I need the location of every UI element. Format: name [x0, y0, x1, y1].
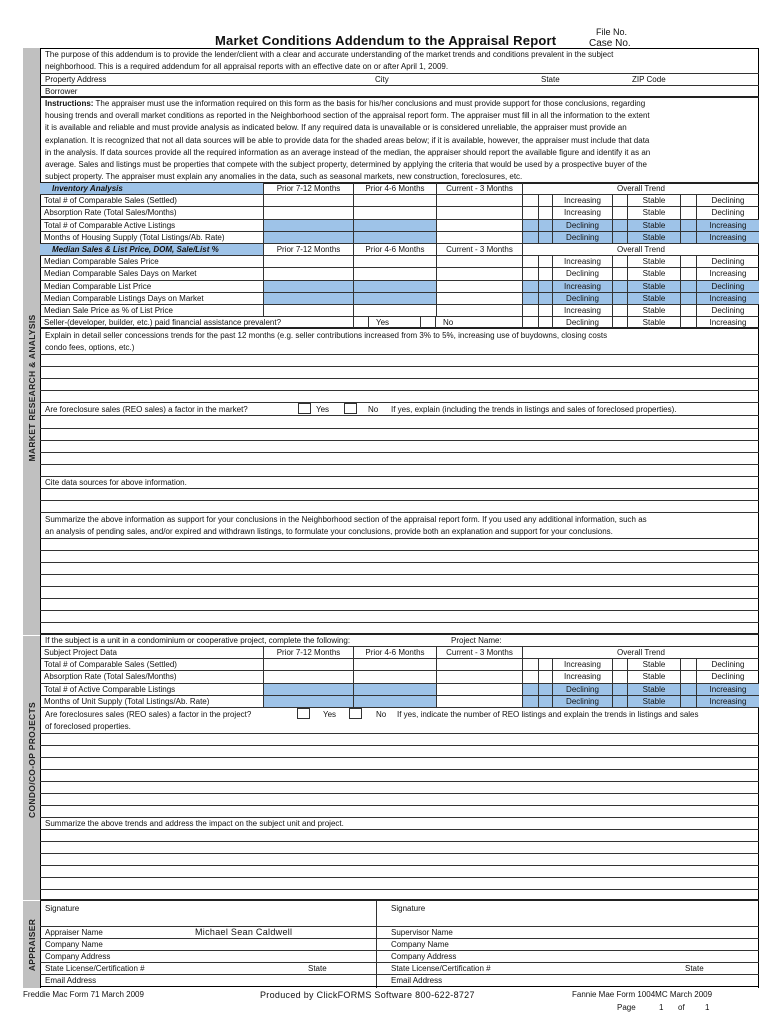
value-current-3[interactable] — [436, 696, 522, 707]
page-total: 1 — [705, 1003, 710, 1012]
value-prior-7-12[interactable] — [263, 268, 353, 279]
trend-option-label: Increasing — [564, 281, 601, 291]
sidebar-label-appraiser: APPRAISER — [26, 918, 37, 972]
value-prior-4-6[interactable] — [353, 232, 436, 243]
instructions-line: it is available and reliable and must provide analysis as indicated below. If any required data is unavailable or is considered unreliable, the appraiser must provide an — [45, 123, 627, 133]
col-header-overall-trend — [522, 647, 759, 659]
col-header-overall-trend — [522, 183, 759, 195]
condo-foreclosure-input-line[interactable] — [40, 805, 759, 806]
trend-checkbox-t2[interactable] — [612, 220, 628, 231]
trend-checkbox-t2[interactable] — [612, 268, 628, 279]
trend-option-label: Increasing — [709, 684, 747, 694]
col-header-label: Current - 3 Months — [446, 245, 513, 254]
foreclosure-no-label: No — [368, 405, 379, 414]
summarize-input-line[interactable] — [40, 586, 759, 587]
trend-option-label: Stable — [642, 318, 666, 328]
divider — [40, 829, 759, 830]
state-label[interactable]: State — [541, 75, 560, 84]
trend-option-label: Declining — [711, 257, 745, 267]
trend-option-label: Declining — [566, 684, 599, 694]
condo-foreclosure-line-2: of foreclosed properties. — [45, 722, 131, 731]
row-label: Total # of Active Comparable Listings — [44, 684, 176, 694]
intro-line-1: The purpose of this addendum is to provide the lender/client with a clear and accurate understanding of the market trends and conditions prevalent in the subject — [45, 50, 614, 59]
sidebar-appraiser — [23, 901, 40, 988]
row-label: Absorption Rate (Total Sales/Months) — [44, 208, 177, 218]
condo-foreclosure-input-line[interactable] — [40, 817, 759, 818]
value-current-3[interactable] — [436, 293, 522, 304]
trend-checkbox-t3[interactable] — [680, 305, 697, 316]
trend-option-label: Declining — [711, 281, 745, 291]
instructions-line: explanation. It is recognized that not all data sources will be able to provide data for the shaded areas below; if it is available, however, the appraiser must include that data — [45, 135, 650, 145]
foreclosure-input-line[interactable] — [40, 428, 759, 429]
trend-option-label: Declining — [711, 306, 745, 315]
value-current-3[interactable] — [436, 232, 522, 243]
sidebar-label-market: MARKET RESEARCH & ANALYSIS — [26, 314, 37, 462]
trend-checkbox-t2[interactable] — [612, 281, 628, 292]
supervisor-license-label[interactable]: State License/Certification # — [391, 964, 491, 973]
divider — [40, 733, 759, 734]
col-header-label: Prior 4-6 Months — [365, 184, 425, 193]
foreclosure-explain: If yes, explain (including the trends in listings and sales of foreclosed properties). — [391, 405, 677, 414]
concessions-line-2: condo fees, options, etc.) — [45, 343, 135, 352]
page-title: Market Conditions Addendum to the Appraisal Report — [215, 33, 557, 48]
value-current-3[interactable] — [436, 684, 522, 695]
trend-option-label: Declining — [566, 232, 599, 242]
row-label: Absorption Rate (Total Sales/Months) — [44, 672, 177, 682]
col-header-label: Current - 3 Months — [446, 648, 513, 657]
value-prior-4-6[interactable] — [353, 696, 436, 707]
divider — [40, 962, 759, 963]
value-prior-4-6[interactable] — [353, 268, 436, 279]
trend-option-label: Declining — [566, 318, 599, 328]
value-prior-7-12[interactable] — [263, 220, 353, 231]
trend-option-label: Increasing — [709, 696, 747, 706]
instructions-block — [45, 98, 755, 183]
condo-foreclosure-input-line[interactable] — [40, 745, 759, 746]
row-label: Median Comparable Listings Days on Market — [44, 293, 204, 303]
table-header-cell — [40, 244, 263, 256]
value-prior-7-12[interactable] — [263, 696, 353, 707]
row-label: Median Sale Price as % of List Price — [44, 306, 173, 315]
concessions-line-1: Explain in detail seller concessions trends for the past 12 months (e.g. seller contributions increased from 3% to 5%, increasing use of buydowns, closing costs — [45, 331, 608, 340]
value-current-3[interactable] — [436, 659, 522, 670]
seller-no-label: No — [443, 318, 454, 328]
trend-option-label: Stable — [642, 696, 666, 706]
condo-foreclosure-yes-label: Yes — [323, 710, 337, 719]
value-prior-4-6[interactable] — [353, 305, 436, 316]
trend-checkbox-t1[interactable] — [538, 659, 553, 670]
foreclosure-yes-label: Yes — [316, 405, 330, 414]
concessions-input-line[interactable] — [40, 366, 759, 367]
footer-produced-by: Produced by ClickFORMS Software 800-622-8727 — [260, 990, 475, 1000]
value-prior-7-12[interactable] — [263, 305, 353, 316]
trend-checkbox-t1[interactable] — [538, 696, 553, 707]
row-label: Total # of Comparable Active Listings — [44, 220, 176, 230]
value-prior-4-6[interactable] — [353, 684, 436, 695]
condo-foreclosure-no-checkbox[interactable] — [349, 708, 362, 719]
trend-checkbox-t1[interactable] — [538, 256, 553, 267]
condo-summarize-input-line[interactable] — [40, 889, 759, 890]
trend-checkbox-t2[interactable] — [612, 659, 628, 670]
trend-checkbox-t2[interactable] — [612, 232, 628, 243]
value-prior-7-12[interactable] — [263, 207, 353, 218]
trend-checkbox-t2[interactable] — [612, 195, 628, 206]
appraiser-name-label: Appraiser Name — [45, 928, 103, 937]
appraiser-email-label[interactable]: Email Address — [45, 976, 97, 985]
value-prior-4-6[interactable] — [353, 659, 436, 670]
divider — [40, 974, 759, 975]
trend-checkbox-t2[interactable] — [612, 317, 628, 328]
trend-checkbox-t2[interactable] — [612, 305, 628, 316]
cite-input-line[interactable] — [40, 500, 759, 501]
col-header-label: Prior 4-6 Months — [365, 245, 425, 254]
trend-checkbox-t3[interactable] — [680, 671, 697, 682]
divider — [40, 415, 759, 416]
condo-foreclosure-input-line[interactable] — [40, 793, 759, 794]
trend-checkbox-t1[interactable] — [538, 220, 553, 231]
row-label: Median Comparable Sales Days on Market — [44, 269, 197, 279]
col-header-current-3 — [436, 244, 522, 256]
trend-checkbox-t1[interactable] — [538, 293, 553, 304]
instructions-line: average. Sales and listings must be properties that compete with the subject property, determined by applying the criteria that would be used by a prospective buyer of the — [45, 160, 647, 170]
trend-option-label: Stable — [642, 660, 666, 670]
trend-option-label: Stable — [642, 257, 666, 267]
supervisor-email-label[interactable]: Email Address — [391, 976, 443, 985]
trend-checkbox-t2[interactable] — [612, 207, 628, 218]
trend-checkbox-t2[interactable] — [612, 256, 628, 267]
page-label: Page — [617, 1003, 636, 1012]
summarize-input-line[interactable] — [40, 562, 759, 563]
trend-checkbox-t1[interactable] — [538, 195, 553, 206]
file-no-label: File No. — [596, 27, 628, 37]
foreclosure-input-line[interactable] — [40, 452, 759, 453]
summarize-line-2: an analysis of pending sales, and/or expired and withdrawn listings, to formulate your conclusions, provide both an explanation and support for your conclusions. — [45, 527, 613, 536]
divider — [40, 538, 759, 539]
trend-checkbox-t1[interactable] — [538, 317, 553, 328]
sidebar-market — [23, 48, 40, 635]
condo-foreclosure-input-line[interactable] — [40, 757, 759, 758]
value-prior-4-6[interactable] — [353, 220, 436, 231]
summarize-input-line[interactable] — [40, 610, 759, 611]
case-no-label: Case No. — [589, 38, 631, 49]
concessions-input-line[interactable] — [40, 390, 759, 391]
trend-option-label: Stable — [642, 281, 666, 291]
trend-option-label: Increasing — [564, 660, 601, 670]
trend-checkbox-t3[interactable] — [680, 659, 697, 670]
value-current-3[interactable] — [436, 207, 522, 218]
condo-foreclosure-no-label: No — [376, 710, 387, 719]
trend-option-label: Declining — [711, 208, 745, 218]
footer-freddie-mac: Freddie Mac Form 71 March 2009 — [23, 990, 144, 999]
value-prior-4-6[interactable] — [353, 207, 436, 218]
trend-checkbox-t1[interactable] — [538, 671, 553, 682]
trend-option-label: Increasing — [564, 196, 601, 206]
value-current-3[interactable] — [436, 195, 522, 206]
cite-input-line[interactable] — [40, 512, 759, 513]
col-header-prior-4-6 — [353, 183, 436, 195]
foreclosure-no-checkbox[interactable] — [344, 403, 357, 414]
trend-checkbox-t3[interactable] — [680, 207, 697, 218]
value-current-3[interactable] — [436, 281, 522, 292]
trend-checkbox-t3[interactable] — [680, 684, 697, 695]
foreclosure-input-line[interactable] — [40, 476, 759, 477]
value-prior-4-6[interactable] — [353, 256, 436, 267]
condo-summarize-input-line[interactable] — [40, 841, 759, 842]
trend-option-label: Declining — [566, 269, 599, 279]
trend-option-label: Declining — [711, 660, 745, 670]
trend-option-label: Stable — [642, 293, 666, 303]
seller-no-checkbox[interactable] — [420, 317, 436, 328]
value-prior-7-12[interactable] — [263, 232, 353, 243]
col-header-label: Prior 4-6 Months — [365, 648, 425, 657]
trend-option-label: Increasing — [709, 220, 747, 230]
value-prior-7-12[interactable] — [263, 659, 353, 670]
summarize-input-line[interactable] — [40, 622, 759, 623]
trend-checkbox-t3[interactable] — [680, 256, 697, 267]
trend-option-label: Increasing — [709, 269, 747, 279]
appraiser-company-label[interactable]: Company Name — [45, 940, 103, 949]
trend-option-label: Increasing — [709, 293, 747, 303]
appraiser-name-value[interactable]: Michael Sean Caldwell — [195, 927, 293, 937]
foreclosure-yes-checkbox[interactable] — [298, 403, 311, 414]
city-label[interactable]: City — [375, 75, 389, 84]
trend-option-label: Increasing — [709, 232, 747, 242]
of-label: of — [678, 1003, 685, 1012]
row-label: Median Comparable Sales Price — [44, 257, 159, 267]
trend-option-label: Declining — [566, 293, 599, 303]
col-header-label: Overall Trend — [616, 245, 666, 254]
value-prior-7-12[interactable] — [263, 281, 353, 292]
col-header-current-3 — [436, 647, 522, 659]
value-current-3[interactable] — [436, 220, 522, 231]
col-header-prior-7-12 — [263, 647, 353, 659]
value-current-3[interactable] — [436, 671, 522, 682]
table-header-cell — [40, 183, 263, 195]
value-current-3[interactable] — [436, 268, 522, 279]
sidebar-label-condo: CONDO/CO-OP PROJECTS — [26, 702, 37, 818]
condo-summarize-input-line[interactable] — [40, 865, 759, 866]
trend-option-label: Declining — [711, 196, 745, 206]
supervisor-name-label[interactable]: Supervisor Name — [391, 928, 453, 937]
trend-option-label: Stable — [642, 306, 666, 315]
value-prior-4-6[interactable] — [353, 671, 436, 682]
trend-checkbox-t3[interactable] — [680, 195, 697, 206]
intro-line-2: neighborhood. This is a required addendum for all appraisal reports with an effective date on or after April 1, 2009. — [45, 62, 449, 71]
trend-option-label: Increasing — [564, 306, 601, 315]
divider — [40, 85, 759, 86]
foreclosure-input-line[interactable] — [40, 464, 759, 465]
summarize-input-line[interactable] — [40, 550, 759, 551]
trend-checkbox-t3[interactable] — [680, 317, 697, 328]
condo-foreclosure-explain: If yes, indicate the number of REO listings and explain the trends in listings and sales — [397, 710, 699, 719]
trend-checkbox-t3[interactable] — [680, 293, 697, 304]
trend-checkbox-t1[interactable] — [538, 232, 553, 243]
trend-option-label: Stable — [642, 684, 666, 694]
divider — [40, 926, 759, 927]
summarize-line-1: Summarize the above information as support for your conclusions in the Neighborhood section of the appraisal report form. If you used any additional information, such as — [45, 515, 647, 524]
trend-checkbox-t3[interactable] — [680, 220, 697, 231]
col-header-label: Overall Trend — [616, 648, 666, 657]
supervisor-state-label[interactable]: State — [685, 964, 704, 973]
trend-checkbox-t2[interactable] — [612, 293, 628, 304]
seller-yes-label: Yes — [376, 318, 390, 328]
table-header-label: Inventory Analysis — [52, 184, 123, 193]
trend-option-label: Stable — [642, 269, 666, 279]
col-header-prior-4-6 — [353, 647, 436, 659]
appraiser-license-label[interactable]: State License/Certification # — [45, 964, 145, 973]
instructions-line: The appraiser must use the information required on this form as the basis for his/her conclusions and must provide support for those conclusions, regarding — [93, 99, 646, 108]
section-divider — [40, 633, 759, 635]
trend-checkbox-t2[interactable] — [612, 671, 628, 682]
trend-checkbox-t3[interactable] — [680, 696, 697, 707]
trend-option-label: Increasing — [709, 318, 747, 328]
col-header-label: Prior 7-12 Months — [276, 184, 341, 193]
table-header-label: Subject Project Data — [44, 648, 117, 657]
trend-checkbox-t2[interactable] — [612, 696, 628, 707]
foreclosure-question: Are foreclosure sales (REO sales) a factor in the market? — [45, 405, 248, 414]
trend-checkbox-t2[interactable] — [612, 684, 628, 695]
page-number: 1 — [659, 1003, 664, 1012]
col-header-label: Current - 3 Months — [446, 184, 513, 193]
trend-checkbox-t3[interactable] — [680, 281, 697, 292]
trend-option-label: Increasing — [564, 257, 601, 267]
divider — [40, 354, 759, 355]
trend-option-label: Increasing — [564, 208, 601, 218]
borrower-label[interactable]: Borrower — [45, 87, 78, 96]
col-header-current-3 — [436, 183, 522, 195]
condo-summarize-input-line[interactable] — [40, 877, 759, 878]
value-prior-7-12[interactable] — [263, 671, 353, 682]
seller-assistance-label: Seller-(developer, builder, etc.) paid financial assistance prevalent? — [44, 318, 282, 328]
divider — [40, 938, 759, 939]
table-header-label: Median Sales & List Price, DOM, Sale/List % — [52, 245, 219, 254]
appraiser-state-label[interactable]: State — [308, 964, 327, 973]
summarize-input-line[interactable] — [40, 574, 759, 575]
instructions-label: Instructions: — [45, 99, 94, 108]
trend-checkbox-t1[interactable] — [538, 684, 553, 695]
appraiser-signature-label[interactable]: Signature — [45, 904, 80, 913]
sidebar-condo — [23, 636, 40, 900]
seller-yes-checkbox[interactable] — [353, 317, 369, 328]
value-prior-7-12[interactable] — [263, 684, 353, 695]
table-header-cell — [40, 647, 263, 659]
condo-intro: If the subject is a unit in a condominium or cooperative project, complete the following: — [45, 636, 351, 645]
trend-option-label: Stable — [642, 196, 666, 206]
row-label: Total # of Comparable Sales (Settled) — [44, 196, 177, 206]
col-header-prior-4-6 — [353, 244, 436, 256]
summarize-input-line[interactable] — [40, 598, 759, 599]
col-header-label: Prior 7-12 Months — [276, 648, 341, 657]
col-header-label: Overall Trend — [616, 184, 666, 193]
row-label: Months of Unit Supply (Total Listings/Ab. Rate) — [44, 696, 210, 706]
trend-option-label: Stable — [642, 232, 666, 242]
trend-checkbox-t1[interactable] — [538, 207, 553, 218]
instructions-line: housing trends and overall market conditions as reported in the Neighborhood section of the appraisal report form. The appraiser must fill in all the information to the extent — [45, 111, 650, 121]
value-prior-4-6[interactable] — [353, 281, 436, 292]
trend-option-label: Increasing — [564, 672, 601, 682]
trend-checkbox-t1[interactable] — [538, 268, 553, 279]
value-prior-7-12[interactable] — [263, 293, 353, 304]
zip-label[interactable]: ZIP Code — [632, 75, 666, 84]
row-label: Median Comparable List Price — [44, 281, 152, 291]
condo-foreclosure-input-line[interactable] — [40, 769, 759, 770]
foreclosure-input-line[interactable] — [40, 440, 759, 441]
divider — [40, 488, 759, 489]
trend-checkbox-t1[interactable] — [538, 305, 553, 316]
trend-checkbox-t3[interactable] — [680, 268, 697, 279]
trend-option-label: Declining — [566, 696, 599, 706]
col-header-prior-7-12 — [263, 244, 353, 256]
trend-checkbox-t1[interactable] — [538, 281, 553, 292]
condo-foreclosure-yes-checkbox[interactable] — [297, 708, 310, 719]
supervisor-company-label[interactable]: Company Name — [391, 940, 449, 949]
footer-fannie-mae: Fannie Mae Form 1004MC March 2009 — [572, 990, 713, 999]
col-header-overall-trend — [522, 244, 759, 256]
value-prior-4-6[interactable] — [353, 195, 436, 206]
trend-option-label: Stable — [642, 208, 666, 218]
divider — [40, 950, 759, 951]
instructions-line: in the analysis. If data sources provide all the required information as an average instead of the median, the appraiser should report the available figure and identify it as an — [45, 147, 651, 157]
trend-option-label: Stable — [642, 220, 666, 230]
concessions-input-line[interactable] — [40, 378, 759, 379]
condo-summarize-input-line[interactable] — [40, 853, 759, 854]
appraiser-address-label[interactable]: Company Address — [45, 952, 111, 961]
value-prior-7-12[interactable] — [263, 195, 353, 206]
condo-foreclosure-input-line[interactable] — [40, 781, 759, 782]
supervisor-signature-label[interactable]: Signature — [391, 904, 426, 913]
project-name-label[interactable]: Project Name: — [451, 636, 502, 645]
value-prior-4-6[interactable] — [353, 293, 436, 304]
concessions-input-line[interactable] — [40, 402, 759, 403]
divider — [40, 986, 759, 987]
row-label: Total # of Comparable Sales (Settled) — [44, 660, 177, 670]
value-current-3[interactable] — [436, 256, 522, 267]
value-prior-7-12[interactable] — [263, 256, 353, 267]
condo-summarize-label: Summarize the above trends and address the impact on the subject unit and project. — [45, 819, 344, 828]
trend-option-label: Declining — [711, 672, 745, 682]
divider — [40, 73, 759, 74]
trend-option-label: Stable — [642, 672, 666, 682]
trend-option-label: Declining — [566, 220, 599, 230]
trend-checkbox-t3[interactable] — [680, 232, 697, 243]
col-header-prior-7-12 — [263, 183, 353, 195]
col-header-label: Prior 7-12 Months — [276, 245, 341, 254]
section-divider — [40, 899, 759, 901]
instructions-line: subject property. The appraiser must explain any anomalies in the data, such as seasonal markets, new construction, foreclosures, etc. — [45, 172, 523, 182]
supervisor-address-label[interactable]: Company Address — [391, 952, 457, 961]
value-current-3[interactable] — [436, 305, 522, 316]
condo-foreclosure-question: Are foreclosures sales (REO sales) a factor in the project? — [45, 710, 252, 719]
row-label: Months of Housing Supply (Total Listings/Ab. Rate) — [44, 232, 225, 242]
property-address-label[interactable]: Property Address — [45, 75, 107, 84]
cite-sources-label: Cite data sources for above information. — [45, 478, 187, 487]
